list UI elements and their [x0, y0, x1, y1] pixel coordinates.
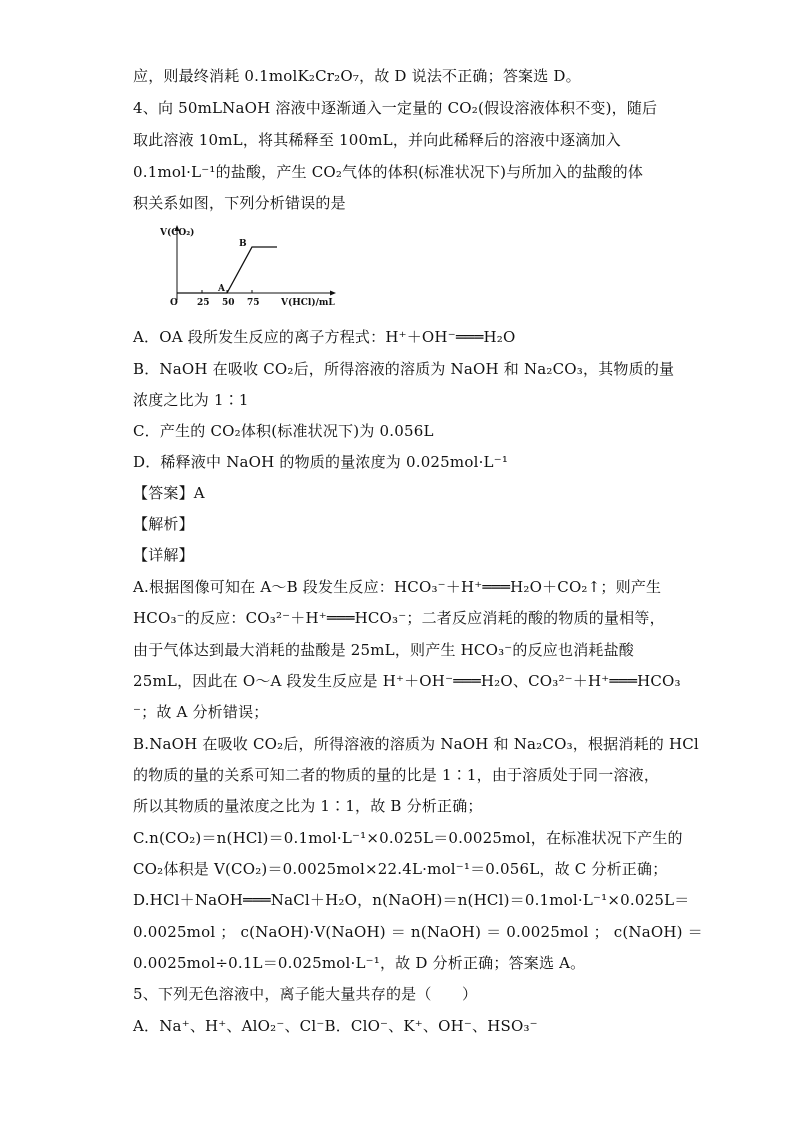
- point-a-label: A: [218, 284, 225, 294]
- co2-volume-graph: [160, 222, 340, 312]
- question-5-stem: 5、下列无色溶液中，离子能大量共存的是（ ）: [133, 985, 478, 1003]
- explanation-a-line-1: A.根据图像可知在 A～B 段发生反应：HCO₃⁻＋H⁺═══H₂O＋CO₂↑；则产生: [133, 578, 662, 596]
- question-5-option-ab: A．Na⁺、H⁺、AlO₂⁻、Cl⁻B．ClO⁻、K⁺、OH⁻、HSO₃⁻: [133, 1017, 538, 1035]
- explanation-a-line-2: HCO₃⁻的反应：CO₃²⁻＋H⁺═══HCO₃⁻；二者反应消耗的酸的物质的量相等，: [133, 609, 665, 627]
- analysis-heading: 【解析】: [133, 515, 194, 533]
- option-a: A．OA 段所发生反应的离子方程式：H⁺＋OH⁻═══H₂O: [133, 328, 516, 346]
- option-b-line-1: B．NaOH 在吸收 CO₂后，所得溶液的溶质为 NaOH 和 Na₂CO₃，其物质的量: [133, 360, 675, 378]
- explanation-d-line-1: D.HCl＋NaOH═══NaCl＋H₂O，n(NaOH)＝n(HCl)＝0.1mol·L⁻¹×0.025L＝: [133, 891, 690, 909]
- question-4-line-1: 4、向 50mLNaOH 溶液中逐渐通入一定量的 CO₂(假设溶液体积不变)，随后: [133, 99, 658, 117]
- explanation-c-line-2: CO₂体积是 V(CO₂)＝0.0025mol×22.4L·mol⁻¹＝0.056L，故 C 分析正确；: [133, 860, 668, 878]
- explanation-b-line-2: 的物质的量的关系可知二者的物质的量的比是 1∶1，由于溶质处于同一溶液，: [133, 766, 660, 784]
- explanation-c-line-1: C.n(CO₂)＝n(HCl)＝0.1mol·L⁻¹×0.025L＝0.0025mol，在标准状况下产生的: [133, 829, 683, 847]
- explanation-d-line-3: 0.0025mol÷0.1L＝0.025mol·L⁻¹，故 D 分析正确；答案选 A。: [133, 954, 586, 972]
- option-d: D．稀释液中 NaOH 的物质的量浓度为 0.025mol·L⁻¹: [133, 453, 509, 471]
- question-4-line-4: 积关系如图，下列分析错误的是: [133, 194, 346, 212]
- point-b-label: B: [239, 239, 247, 249]
- x-tick-label: 25: [197, 298, 210, 308]
- question-4-line-2: 取此溶液 10mL，将其稀释至 100mL，并向此稀释后的溶液中逐滴加入: [133, 131, 621, 149]
- explanation-d-line-2: 0.0025mol ； c(NaOH)·V(NaOH) ＝ n(NaOH) ＝ 0.0025mol ； c(NaOH) ＝: [133, 923, 703, 941]
- x-axis-label: V(HCl)/mL: [281, 298, 335, 308]
- x-axis-arrow: [330, 291, 336, 296]
- detail-heading: 【详解】: [133, 546, 194, 564]
- explanation-a-line-3: 由于气体达到最大消耗的盐酸是 25mL，则产生 HCO₃⁻的反应也消耗盐酸: [133, 641, 634, 659]
- explanation-b-line-3: 所以其物质的量浓度之比为 1∶1，故 B 分析正确；: [133, 797, 483, 815]
- explanation-b-line-1: B.NaOH 在吸收 CO₂后，所得溶液的溶质为 NaOH 和 Na₂CO₃，根据消耗的 HCl: [133, 735, 699, 753]
- explanation-a-line-5: ⁻；故 A 分析错误；: [133, 703, 269, 721]
- x-tick-label: 75: [247, 298, 260, 308]
- series-line: [177, 247, 277, 293]
- x-tick-label: 50: [222, 298, 235, 308]
- origin-label: O: [170, 298, 178, 308]
- option-b-line-2: 浓度之比为 1∶1: [133, 391, 249, 409]
- y-axis-label: V(CO₂): [160, 228, 195, 238]
- option-c: C．产生的 CO₂体积(标准状况下)为 0.056L: [133, 422, 434, 440]
- explanation-a-line-4: 25mL，因此在 O～A 段发生反应是 H⁺＋OH⁻═══H₂O、CO₃²⁻＋H⁺═══HCO₃: [133, 672, 681, 690]
- text-line-1: 应，则最终消耗 0.1molK₂Cr₂O₇，故 D 说法不正确；答案选 D。: [133, 67, 581, 85]
- answer-heading: 【答案】A: [133, 484, 205, 502]
- question-4-line-3: 0.1mol·L⁻¹的盐酸，产生 CO₂气体的体积(标准状况下)与所加入的盐酸的体: [133, 163, 644, 181]
